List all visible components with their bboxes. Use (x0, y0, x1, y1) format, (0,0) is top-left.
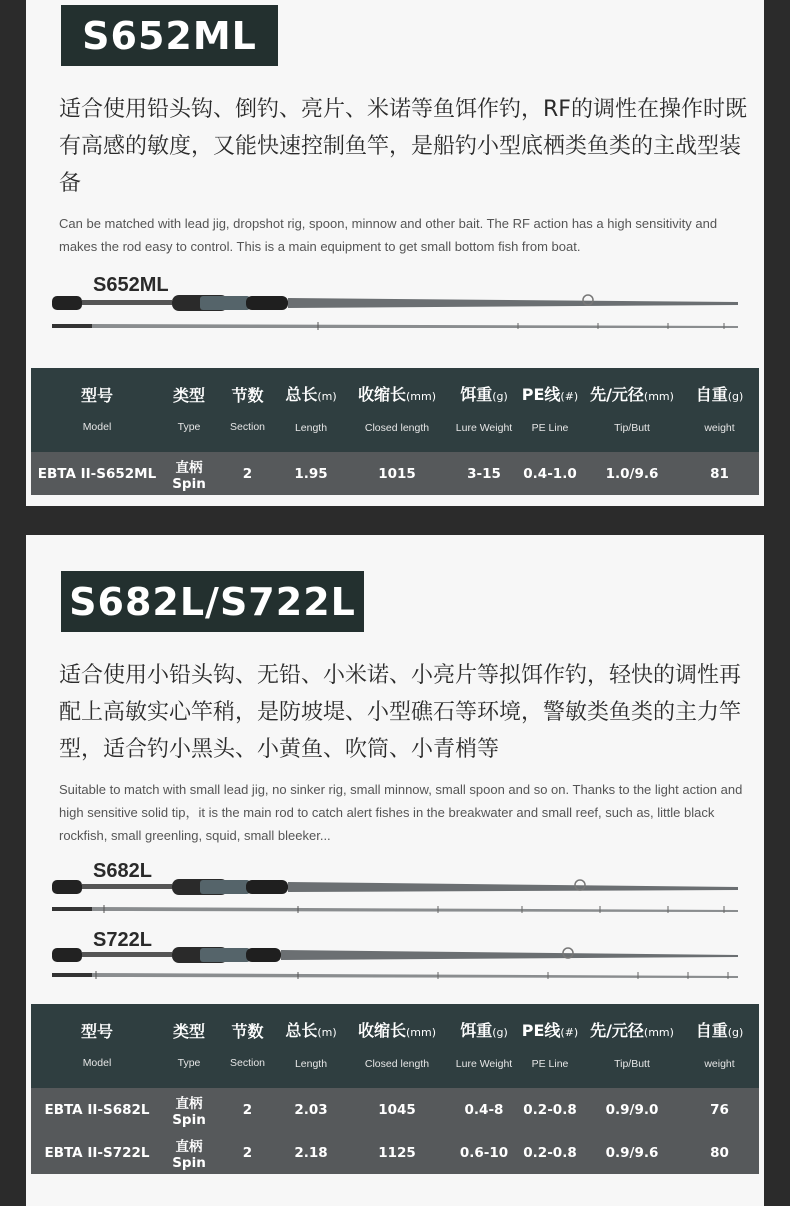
rod-label: S652ML (93, 274, 169, 296)
cell-lure-weight: 3-15 (452, 452, 516, 495)
spec-table (31, 1004, 759, 1174)
header-lure-weight: 饵重(g) Lure Weight (452, 368, 516, 452)
rod-label-s682l: S682L (93, 860, 152, 882)
cell-tip-butt: 1.0/9.6 (584, 452, 680, 495)
rod-image-s682l (48, 873, 742, 919)
cell-length: 2.03 (280, 1088, 342, 1131)
description-chinese: 适合使用小铅头钩、无铅、小米诺、小亮片等拟饵作钓，轻快的调性再配上高敏实心竿稍，是防坡堤、小型礁石等环境，警敏类鱼类的主力竿型，适合钓小黑头、小黄鱼、吹筒、小青梢等 (59, 663, 742, 762)
header-tip-butt: 先/元径(mm) Tip/Butt (584, 368, 680, 452)
header-weight: 自重(g) weight (680, 1004, 759, 1088)
header-model: 型号 Model (31, 1004, 163, 1088)
header-lure-weight: 饵重(g) Lure Weight (452, 1004, 516, 1088)
header-closed-length: 收缩长(mm) Closed length (342, 368, 452, 452)
header-section: 节数 Section (215, 1004, 280, 1088)
cell-tip-butt: 0.9/9.0 (584, 1088, 680, 1131)
header-type: 类型 Type (163, 1004, 215, 1088)
cell-section: 2 (215, 1088, 280, 1131)
header-length: 总长(m) Length (280, 1004, 342, 1088)
cell-type: 直柄Spin (163, 1088, 215, 1131)
table-row (31, 452, 759, 495)
cell-pe-line: 0.2-0.8 (516, 1131, 584, 1174)
cell-lure-weight: 0.6-10 (452, 1131, 516, 1174)
rod-image-s722l (48, 941, 742, 985)
header-tip-butt: 先/元径(mm) Tip/Butt (584, 1004, 680, 1088)
rod-image-s652ml (48, 288, 742, 338)
table-header-row (31, 1004, 759, 1088)
description-chinese: 适合使用铅头钩、倒钓、亮片、米诺等鱼饵作钓，RF的调性在操作时既有高感的敏度，又能快速控制鱼竿，是船钓小型底栖类鱼类的主战型装备 (59, 97, 747, 196)
cell-type: 直柄Spin (163, 1131, 215, 1174)
header-model: 型号 Model (31, 368, 163, 452)
cell-pe-line: 0.4-1.0 (516, 452, 584, 495)
cell-model: EBTA II-S722L (31, 1131, 163, 1174)
cell-weight: 80 (680, 1131, 759, 1174)
cell-closed-length: 1015 (342, 452, 452, 495)
header-type: 类型 Type (163, 368, 215, 452)
header-section: 节数 Section (215, 368, 280, 452)
cell-model: EBTA II-S682L (31, 1088, 163, 1131)
cell-closed-length: 1045 (342, 1088, 452, 1131)
cell-weight: 81 (680, 452, 759, 495)
cell-length: 2.18 (280, 1131, 342, 1174)
cell-section: 2 (215, 452, 280, 495)
table-row (31, 1088, 759, 1131)
cell-section: 2 (215, 1131, 280, 1174)
rod-label-s722l: S722L (93, 929, 152, 951)
header-weight: 自重(g) weight (680, 368, 759, 452)
header-pe-line: PE线(#) PE Line (516, 368, 584, 452)
description-english: Suitable to match with small lead jig, no sinker rig, small minnow, small spoon and so on. Thanks to the light action and high sensitive solid tip，it is the main rod to catch alert fishes in the breakwater and small reef, such as, little black rockfish, small greenling, squid, small bleeker... (59, 782, 743, 843)
table-header-row (31, 368, 759, 452)
header-length: 总长(m) Length (280, 368, 342, 452)
cell-closed-length: 1125 (342, 1131, 452, 1174)
product-panel-s682l-s722l (26, 535, 764, 1206)
cell-model: EBTA II-S652ML (31, 452, 163, 495)
cell-pe-line: 0.2-0.8 (516, 1088, 584, 1131)
product-panel-s652ml (26, 0, 764, 506)
header-closed-length: 收缩长(mm) Closed length (342, 1004, 452, 1088)
cell-tip-butt: 0.9/9.6 (584, 1131, 680, 1174)
header-pe-line: PE线(#) PE Line (516, 1004, 584, 1088)
cell-length: 1.95 (280, 452, 342, 495)
model-title: S652ML (61, 5, 278, 66)
table-row (31, 1131, 759, 1174)
description-english: Can be matched with lead jig, dropshot rig, spoon, minnow and other bait. The RF action has a high sensitivity and makes the rod easy to control. This is a main equipment to get small bottom fish from boat. (59, 216, 718, 254)
cell-lure-weight: 0.4-8 (452, 1088, 516, 1131)
cell-weight: 76 (680, 1088, 759, 1131)
cell-type: 直柄Spin (163, 452, 215, 495)
spec-table (31, 368, 759, 495)
model-title: S682L/S722L (61, 571, 364, 632)
